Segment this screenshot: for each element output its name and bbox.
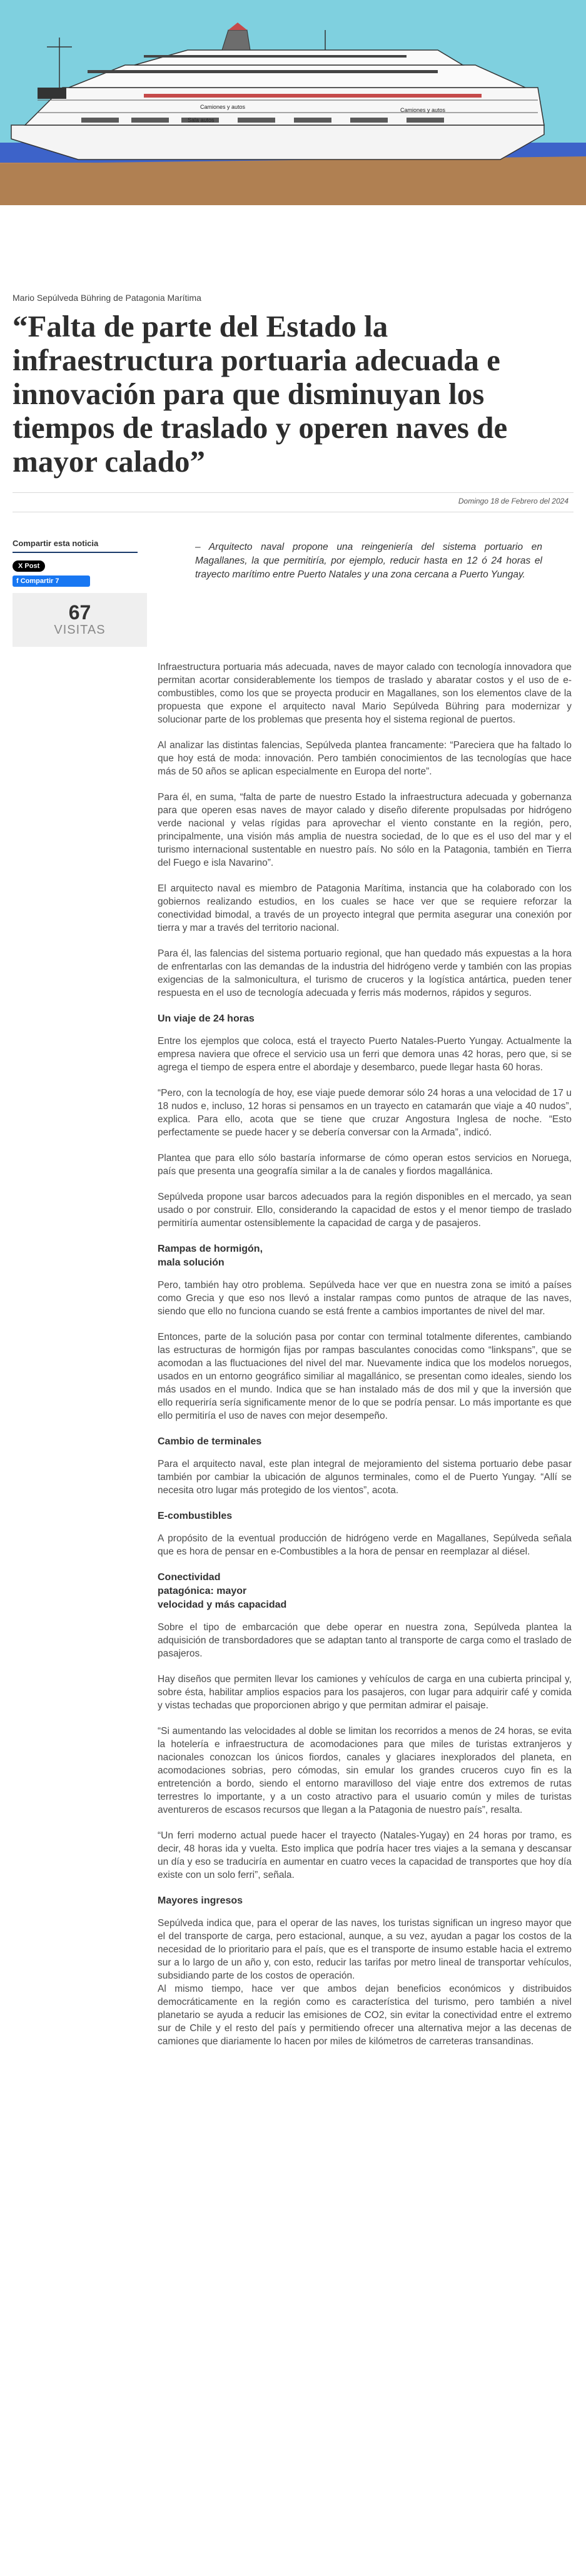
body-paragraph: Pero, también hay otro problema. Sepúlveda hace ver que en nuestra zona se imitó a países como Grecia y que eso nos llevó a instalar rampas como puntos de atraque de las naves, siendo que ello no funciona cuando se está frente a cambios importantes de nivel del mar. [158, 1280, 572, 1317]
hero-label: Camiones y autos [400, 107, 446, 113]
body-paragraph: Infraestructura portuaria más adecuada, naves de mayor calado con tecnología innovadora que permitan acortar considerablemente los tiempos de traslado y abaratar costos y el uso de e-combustibles, como los que se proyecta producir en Magallanes, son los elementos clave de la propuesta que expone el arquitecto naval Mario Sepúlveda Bühring para modernizar y solucionar parte de los problemas que presenta hoy el sistema regional de puertos. [158, 662, 572, 725]
article-body [158, 661, 572, 2061]
body-paragraph: Al analizar las distintas falencias, Sepúlveda plantea francamente: “Pareciera que ha faltado lo que hoy está de moda: innovación. Pero también conocimientos de las tecnologías que hace más de 50 años se aplican especialmente en Europa del norte”. [158, 740, 572, 777]
body-paragraph: Sobre el tipo de embarcación que debe operar en nuestra zona, Sepúlveda plantea la adquisición de transbordadores que se adaptan tanto al transporte de carga como el traslado de pasajeros. [158, 1622, 572, 1659]
body-paragraph: Hay diseños que permiten llevar los camiones y vehículos de carga en una cubierta principal y, sobre ésta, habilitar amplios espacios para los pasajeros, con lugar para adquirir café y comida y vistas techadas que proporcionen abrigo y que permitan admirar el paisaje. [158, 1674, 572, 1711]
body-paragraph: A propósito de la eventual producción de hidrógeno verde en Magallanes, Sepúlveda señala que es hora de pensar en e-Combustibles a la hora de pensar en reemplazar al diésel. [158, 1533, 572, 1557]
body-paragraph: Entre los ejemplos que coloca, está el trayecto Puerto Natales-Puerto Yungay. Actualmente la empresa naviera que ofrece el servicio usa un ferri que demora unas 42 horas, pero que, si se agrega el tiempo de espera entre el abordaje y desembarco, puede llegar hasta 60 horas. [158, 1036, 572, 1073]
visits-label: VISITAS [54, 623, 106, 637]
section-heading: Conectividad patagónica: mayor velocidad y más capacidad [158, 1572, 287, 1610]
body-paragraph: “Un ferri moderno actual puede hacer el trayecto (Natales-Yugay) en 24 horas por tramo, es decir, 48 horas ida y vuelta. Esto implica que podría hacer tres viajes a la semana y descansar un día y eso se traduciría en aumentar en cuatro veces la capacidad de transportes que hoy día existe con un solo ferri”, señala. [158, 1830, 572, 1880]
share-title: Compartir esta noticia [13, 539, 138, 553]
article-headline: “Falta de parte del Estado la infraestructura portuaria adecuada e innovación para que disminuyan los tiempos de traslado y operen naves de mayor calado” [13, 309, 508, 479]
x-post-button[interactable]: X Post [13, 560, 45, 572]
body-paragraph: Para él, las falencias del sistema portuario regional, que han quedado más expuestas a la hora de enfrentarlas con las demandas de la industria del hidrógeno verde y también con las propias exigencias de la salmonicultura, el turismo de cruceros y la logística antártica, pueden tener respuesta en el uso de tecnología adecuada y ferris más modernos, rápidos y seguros. [158, 948, 572, 998]
body-paragraph: Para el arquitecto naval, este plan integral de mejoramiento del sistema portuario debe pasar también por cambiar la ubicación de algunos terminales, como el de Puerto Yungay. “Allí se necesita otro lugar más protegido de los vientos”, acota. [158, 1459, 572, 1496]
facebook-share-button[interactable]: f Compartir 7 [13, 576, 90, 587]
body-paragraph: Sepúlveda indica que, para el operar de las naves, los turistas significan un ingreso mayor que el del transporte de carga, pero estacional, aunque, a su vez, ayudan a pagar los costos de la necesidad de lo prioritario para el país, que es el transporte de insumo estable hacia el extremo sur a lo largo de un año y, con esto, reducir las tarifas por metro lineal de transportar vehículos, subsidiando parte de los costos de operación. Al mismo tiempo, hace ver que ambos dejan beneficios económicos y distribuidos democráticamente en la región como es característica del turismo, pero también a nivel planetario se ayuda a reducir las emisiones de CO2, sin evitar la conectividad entre el extremo sur de Chile y el resto del país y permitiendo ofrecer una alternativa mejor a las decenas de camiones que diariamente lo hacen por miles de kilómetros de carreteras transandinas. [158, 1918, 572, 2047]
section-heading: Rampas de hormigón, mala solución [158, 1244, 263, 1268]
body-paragraph: Entonces, parte de la solución pasa por contar con terminal totalmente diferentes, cambiando las estructuras de hormigón fijas por rampas basculantes conocidas como “linkspans”, que se acomodan a las fluctuaciones del nivel del mar. Nuevamente indica que los modelos noruegos, usados en un entorno geográfico similiar al magallánico, se presentan como ideales, siendo los más usados en el mundo. Indica que se han instalado más de dos mil y que la inversión que ello requeriría sería significamente menor de lo que se podría pensar. Lo más importante es que ello permitiría el uso de naves con mejor desempeño. [158, 1332, 572, 1421]
section-heading: Un viaje de 24 horas [158, 1013, 255, 1024]
publish-date: Domingo 18 de Febrero del 2024 [458, 497, 568, 505]
seabed-slope [0, 156, 586, 205]
body-paragraph: Sepúlveda propone usar barcos adecuados para la región disponibles en el mercado, ya sean usado o por construir. Ello, considerando la capacidad de estos y el menor tiempo de traslado permitiría aumentar ostensiblemente la capacidad de carga y de pasajeros. [158, 1192, 572, 1229]
body-paragraph: El arquitecto naval es miembro de Patagonia Marítima, instancia que ha colaborado con los gobiernos realizando estudios, en los cuales se hace ver que se requiere reforzar la conectividad bimodal, a través de un proyecto integral que permita asegurar una conexión por tierra y mar a través del territorio nacional. [158, 883, 572, 933]
hero-label: Sala autos [188, 117, 215, 123]
section-heading: E-combustibles [158, 1511, 233, 1521]
body-paragraph: “Si aumentando las velocidades al doble se limitan los recorridos a menos de 24 horas, se evita la hotelería e infraestructura de acomodaciones para que miles de turistas extranjeros y nacionales conozcan los únicos fiordos, canales y glaciares inexplorados del planeta, en acomodaciones sobrias, pero cómodas, sin emular los grandes cruceros cuyo fin es la entretención a bordo, siendo el entorno maravilloso del viaje entre dos extremos de rutas terrestres lo importante, y a un costo atractivo para el usuario común y miles de turistas aventureros de escasos recursos que llegan a la Patagonia de nuestro país”, resalta. [158, 1726, 572, 1815]
ship-deck-stripe [144, 94, 482, 98]
body-paragraph: “Pero, con la tecnología de hoy, ese viaje puede demorar sólo 24 horas a una velocidad de 17 u 18 nudos e, incluso, 12 horas si pensamos en un trayecto en catamarán que viaje a 40 nudos”, explica. Para ello, acota que se tiene que cruzar Angostura Inglesa de noche. “Esto perfectamente se puede hacer y se debería conversar con la Armada”, indicó. [158, 1088, 572, 1138]
ferry-illustration [0, 0, 586, 205]
ship-hull [11, 125, 544, 160]
hero-label: Camiones y autos [200, 104, 246, 110]
ship-upper-deck [69, 65, 525, 88]
section-heading: Mayores ingresos [158, 1895, 243, 1906]
share-panel [13, 539, 147, 647]
visits-counter [13, 593, 147, 647]
article-lead: – Arquitecto naval propone una reingeniería del sistema portuario en Magallanes, la que permitiría, por ejemplo, reducir hasta en 12 ó 24 horas el trayecto marítimo entre Puerto Natales y una zona cercana a Puerto Yungay. [195, 542, 542, 580]
date-bar [13, 492, 573, 512]
section-heading: Cambio de terminales [158, 1436, 262, 1447]
visits-count: 67 [68, 601, 91, 624]
article-byline: Mario Sepúlveda Bühring de Patagonia Marítima [13, 293, 201, 303]
ship-bow-block [38, 88, 66, 99]
body-paragraph: Plantea que para ello sólo bastaría informarse de cómo operan estos servicios en Noruega, país que presenta una geografía similar a la de canales y fiordos magallánica. [158, 1153, 572, 1177]
body-paragraph: Para él, en suma, “falta de parte de nuestro Estado la infraestructura adecuada y gobernanza para que operen esas naves de mayor calado y diseño diferente propulsadas por hidrógeno verde nacional y velas rígidas para aprovechar el viento constante en la región, pero, principalmente, una visión más amplia de nuestra sociedad, de lo que es el uso del mar y el turismo internacional sustentable en nuestro país. No sólo en la Patagonia, también en Tierra del Fuego e isla Navarino”. [158, 792, 572, 868]
